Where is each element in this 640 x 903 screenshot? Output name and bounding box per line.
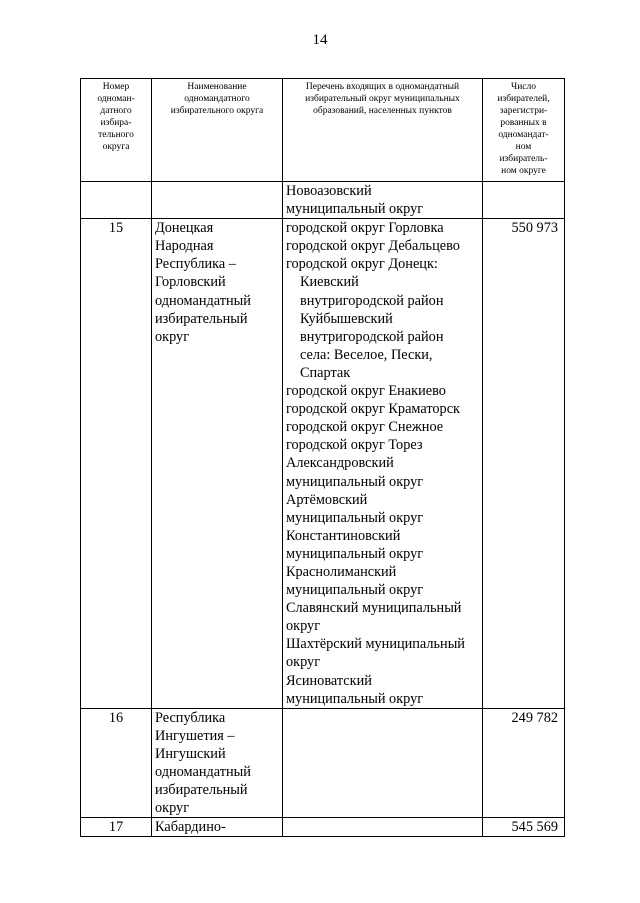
composition-line: Киевский bbox=[300, 274, 359, 291]
district-name-line: Кабардино- bbox=[155, 819, 226, 836]
header-row bbox=[81, 79, 565, 182]
header-number-line: округа bbox=[102, 142, 130, 152]
header-voters-line: Число bbox=[511, 82, 536, 92]
district-name-line: одномандатный bbox=[155, 764, 251, 780]
composition-line: Шахтёрский муниципальный bbox=[286, 636, 465, 653]
composition-line: Константиновский bbox=[286, 527, 401, 544]
district-number: 17 bbox=[81, 818, 152, 837]
district-composition bbox=[283, 818, 483, 837]
district-number: 15 bbox=[81, 219, 152, 709]
district-composition bbox=[283, 219, 483, 709]
composition-line: села: Веселое, Пески, bbox=[300, 346, 433, 363]
header-number-line: тельного bbox=[98, 130, 134, 140]
header-composition-line: образований, населенных пунктов bbox=[313, 106, 452, 116]
district-name-line: Республика bbox=[155, 709, 226, 726]
header-voters-line: избиратель- bbox=[499, 154, 548, 164]
district-number: 16 bbox=[81, 708, 152, 818]
composition-line: Артёмовский bbox=[286, 491, 368, 508]
header-number bbox=[81, 79, 152, 182]
header-name bbox=[152, 79, 283, 182]
composition-line: городской округ Горловка bbox=[286, 220, 444, 237]
voter-count: 249 782 bbox=[483, 708, 565, 818]
table-row bbox=[81, 818, 565, 837]
composition-line: городской округ Краматорск bbox=[286, 401, 460, 418]
cell-number bbox=[81, 182, 152, 219]
cell-name bbox=[152, 182, 283, 219]
district-composition bbox=[283, 708, 483, 818]
composition-line: муниципальный округ bbox=[286, 690, 424, 707]
composition-line: муниципальный округ bbox=[286, 545, 424, 562]
header-number-line: избира- bbox=[100, 118, 132, 128]
composition-line: муниципальный округ bbox=[286, 201, 424, 218]
header-voters bbox=[483, 79, 565, 182]
composition-line: городской округ Снежное bbox=[286, 419, 444, 436]
header-number-line: датного bbox=[100, 106, 132, 116]
composition-line: внутригородской район bbox=[300, 292, 444, 309]
district-name bbox=[152, 818, 283, 837]
composition-line: Куйбышевский bbox=[300, 310, 393, 327]
district-name-line: округ bbox=[155, 328, 190, 345]
composition-line: городской округ Торез bbox=[286, 437, 423, 454]
header-composition-line: Перечень входящих в одномандатный bbox=[305, 82, 460, 92]
voter-count: 550 973 bbox=[483, 219, 565, 709]
district-name-line: Республика – bbox=[155, 256, 236, 273]
composition-line: Новоазовский bbox=[286, 183, 372, 199]
composition-line: округ bbox=[286, 654, 321, 671]
page-number: 14 bbox=[312, 32, 328, 48]
header-voters-line: рованных в bbox=[500, 118, 547, 128]
header-number-line: Номер bbox=[102, 82, 130, 92]
cell-voters bbox=[483, 182, 565, 219]
districts-table bbox=[80, 78, 565, 837]
header-name-line: Наименование bbox=[187, 82, 247, 92]
header-voters-line: зарегистри- bbox=[499, 106, 548, 116]
composition-line: городской округ Енакиево bbox=[286, 383, 446, 400]
district-name-line: Донецкая bbox=[155, 220, 214, 237]
composition-line: муниципальный округ bbox=[286, 509, 424, 526]
header-voters-line: одномандат- bbox=[498, 130, 549, 140]
composition-line: городской округ Дебальцево bbox=[286, 238, 460, 255]
header-name-line: одномандатного bbox=[184, 94, 250, 104]
district-name-line: Ингушский bbox=[155, 745, 226, 762]
table-row bbox=[81, 219, 565, 709]
header-name-line: избирательного округа bbox=[170, 106, 264, 116]
district-name-line: Народная bbox=[155, 238, 214, 255]
composition-line: муниципальный округ bbox=[286, 473, 424, 490]
composition-line: Спартак bbox=[300, 364, 351, 381]
header-voters-line: избирателей, bbox=[497, 94, 550, 104]
voter-count: 545 569 bbox=[483, 818, 565, 837]
composition-line: округ bbox=[286, 618, 321, 635]
continuation-row bbox=[81, 182, 565, 219]
composition-line: городской округ Донецк: bbox=[286, 256, 438, 273]
district-name-line: избирательный bbox=[155, 782, 248, 799]
district-name bbox=[152, 219, 283, 709]
district-name-line: избирательный bbox=[155, 310, 248, 327]
district-name-line: округ bbox=[155, 800, 190, 817]
district-name-line: Горловский bbox=[155, 274, 226, 291]
district-name-line: Ингушетия – bbox=[155, 727, 235, 744]
table-row bbox=[81, 708, 565, 818]
cell-composition bbox=[283, 182, 483, 219]
composition-line: Ясиноватский bbox=[286, 672, 372, 689]
composition-line: Славянский муниципальный bbox=[286, 600, 462, 617]
composition-line: муниципальный округ bbox=[286, 582, 424, 599]
header-number-line: одноман- bbox=[97, 94, 135, 104]
composition-line: Александровский bbox=[286, 455, 394, 472]
header-voters-line: ном округе bbox=[501, 166, 546, 176]
header-voters-line: ном bbox=[515, 142, 532, 152]
header-composition bbox=[283, 79, 483, 182]
composition-line: Краснолиманский bbox=[286, 563, 397, 580]
district-name-line: одномандатный bbox=[155, 292, 251, 309]
composition-line: внутригородской район bbox=[300, 328, 444, 345]
district-name bbox=[152, 708, 283, 818]
header-composition-line: избирательный округ муниципальных bbox=[305, 94, 460, 104]
